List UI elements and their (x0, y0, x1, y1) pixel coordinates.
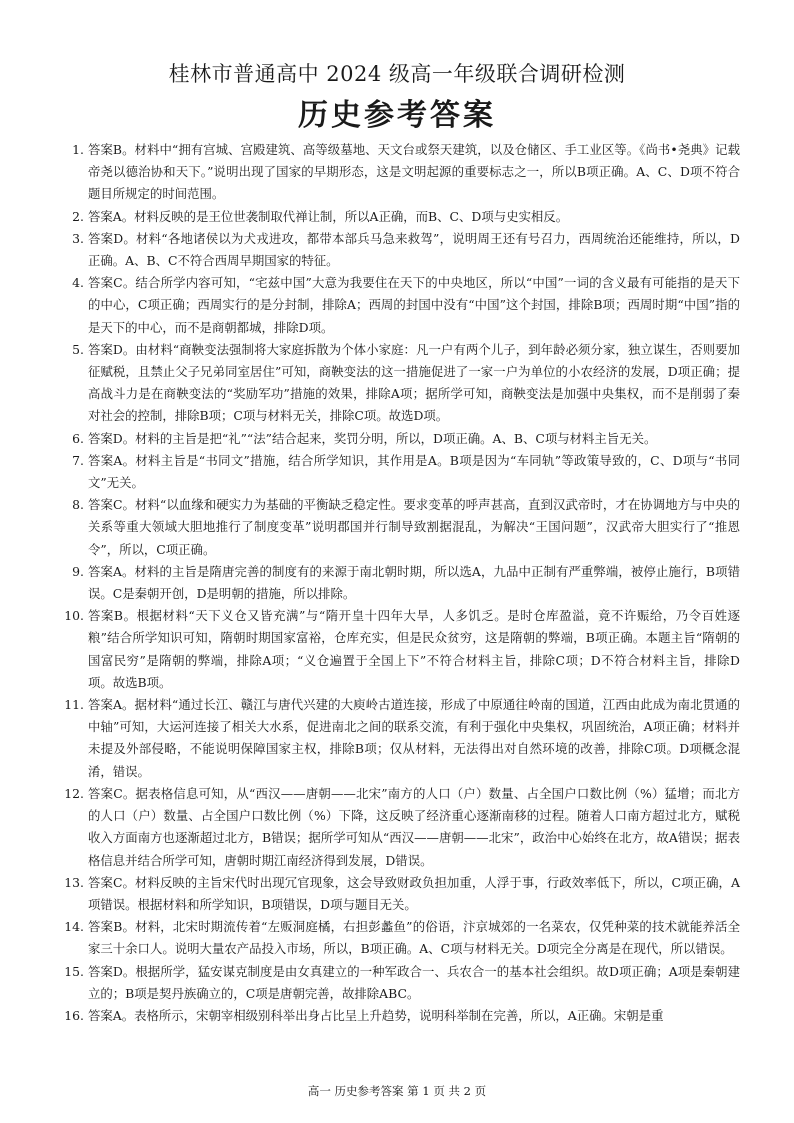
answer-item-16 (56, 1005, 740, 1027)
answer-text: 答案D。由材料“商鞅变法强制将大家庭拆散为个体小家庭：凡一户有两个儿子，到年龄必须分家，独立谋生，否则要加征赋税，且禁止父子兄弟同室居住”可知，商鞅变法的这一措施促进了一家一户为单位的小农经济的发展，D项正确；提高战斗力是在商鞅变法的“奖励军功”措施的效果，排除A项；据所学可知，商鞅变法是加强中央集权，而不是削弱了秦对社会的控制，排除B项；C项与材料无关，排除C项。故选D项。 (88, 341, 740, 424)
answer-item-1 (56, 139, 740, 206)
answer-number: 5. (72, 341, 84, 357)
answer-text: 答案A。材料主旨是“书同文”措施，结合所学知识，其作用是A。B项是因为“车同轨”等政策导致的，C、D项与“书同文”无关。 (88, 452, 740, 491)
answer-text: 答案A。表格所示，宋朝宰相级别科举出身占比呈上升趋势，说明科举制在完善，所以，A正确。宋朝是重 (88, 1007, 664, 1023)
answer-item-12 (56, 783, 740, 872)
answer-text: 答案B。材料中“拥有宫城、宫殿建筑、高等级墓地、天文台或祭天建筑，以及仓储区、手工业区等。《尚书•尧典》记载帝尧以德治协和天下。”说明出现了国家的早期形态，这是文明起源的重要标志之一，所以B项正确。A、C、D项不符合题目所规定的时间范围。 (88, 142, 740, 202)
answer-number: 12. (64, 785, 84, 801)
answer-item-7 (56, 450, 740, 494)
answer-number: 16. (64, 1007, 84, 1023)
answer-item-4 (56, 272, 740, 339)
document-subtitle: 历史参考答案 (298, 98, 496, 133)
answer-number: 2. (72, 208, 84, 224)
answer-item-9 (56, 561, 740, 605)
answer-item-2 (56, 206, 740, 228)
document-title: 桂林市普通高中 2024 级高一年级联合调研检测 (168, 62, 626, 86)
answer-number: 8. (72, 497, 84, 513)
answer-item-6 (56, 428, 740, 450)
answer-item-8 (56, 494, 740, 561)
answer-text: 答案D。材料的主旨是把“礼”“法”结合起来，奖罚分明，所以，D项正确。A、B、C项与材料主旨无关。 (88, 430, 657, 446)
answer-text: 答案D。材料“各地诸侯以为犬戎进攻，都带本部兵马急来救驾”，说明周王还有号召力，西周统治还能维持，所以，D正确。A、B、C不符合西周早期国家的特征。 (88, 230, 740, 269)
answer-text: 答案C。材料反映的主旨宋代时出现冗官现象，这会导致财政负担加重，人浮于事，行政效率低下，所以，C项正确，A项错误。根据材料和所学知识，B项错误，D项与题目无关。 (88, 874, 740, 912)
answer-text: 答案D。根据所学，猛安谋克制度是由女真建立的一种军政合一、兵农合一的基本社会组织。故D项正确；A项是秦朝建立的；B项是契丹族确立的，C项是唐朝完善，故排除ABC。 (88, 963, 740, 1001)
answer-item-10 (56, 605, 740, 694)
answer-number: 13. (64, 874, 84, 890)
answer-item-5 (56, 339, 740, 428)
answer-number: 6. (72, 430, 84, 446)
answer-item-14 (56, 916, 740, 960)
answer-number: 1. (72, 142, 84, 157)
answer-number: 10. (64, 608, 84, 624)
answer-item-11 (56, 694, 740, 783)
answer-item-13 (56, 872, 740, 916)
answer-text: 答案C。据表格信息可知，从“西汉——唐朝——北宋”南方的人口（户）数量、占全国户口数比例（%）猛增；而北方的人口（户）数量、占全国户口数比例（%）下降，这反映了经济重心逐渐南移的过程。随着人口南方超过北方，赋税收入方面南方也逐渐超过北方，B错误；据所学可知从“西汉——唐朝——北宋”，政治中心始终在北方，故A错误；据表格信息并结合所学可知，唐朝时期江南经济得到发展，D错误。 (88, 785, 740, 868)
answer-number: 4. (72, 275, 84, 291)
answer-number: 7. (72, 452, 84, 468)
page-footer: 高一 历史参考答案 第 1 页 共 2 页 (307, 1084, 487, 1098)
answer-text: 答案C。材料“以血缘和硬实力为基础的平衡缺乏稳定性。要求变革的呼声甚高，直到汉武帝时，才在协调地方与中央的关系等重大领域大胆地推行了制度变革”说明郡国并行制导致割据混乱，为解决“王国问题”，汉武帝大胆实行了“推恩令”，所以，C项正确。 (88, 497, 740, 557)
answer-text: 答案C。结合所学内容可知，“宅兹中国”大意为我要住在天下的中央地区，所以“中国”一词的含义最有可能指的是天下的中心，C项正确；西周实行的是分封制，排除A；西周的封国中没有“中国”这个封国，排除B项；西周时期“中国”指的是天下的中心，而不是商朝都城，排除D项。 (88, 275, 740, 335)
answer-text: 答案A。据材料“通过长江、赣江与唐代兴建的大庾岭古道连接，形成了中原通往岭南的国道，江西由此成为南北贯通的中轴”可知，大运河连接了相关大水系，促进南北之间的联系交流，有利于强化中央集权，巩固统治，A项正确；材料并未提及外部侵略，不能说明保障国家主权，排除B项；仅从材料，无法得出对自然环境的改善，排除C项。D项概念混淆，错误。 (88, 697, 740, 779)
answer-number: 14. (64, 919, 84, 935)
answer-text: 答案A。材料反映的是王位世袭制取代禅让制，所以A正确，而B、C、D项与史实相反。 (88, 208, 569, 224)
answer-text: 答案B。根据材料“天下义仓又皆充满”与“隋开皇十四年大旱，人多饥乏。是时仓库盈溢，竟不许赈给，乃令百姓逐粮”结合所学知识可知，隋朝时期国家富裕，仓库充实，但是民众贫穷，这是隋朝的弊端，B项正确。本题主旨“隋朝的国富民穷”是隋朝的弊端，排除A项；“义仓遍置于全国上下”不符合材料主旨，排除C项；D不符合材料主旨，排除D项。故选B项。 (88, 608, 740, 690)
answer-text: 答案B。材料，北宋时期流传着“左贩洞庭橘，右担彭蠡鱼”的俗语，汴京城郊的一名菜农，仅凭种菜的技术就能养活全家三十余口人。说明大量农产品投入市场，所以，B项正确。A、C项与材料无关。D项完全分离是在现代，所以错误。 (88, 919, 740, 957)
answer-item-3 (56, 228, 740, 272)
answer-number: 15. (64, 963, 84, 979)
answer-item-15 (56, 961, 740, 1005)
answer-number: 11. (64, 697, 84, 713)
answer-number: 3. (72, 230, 84, 246)
answer-list (56, 139, 740, 1027)
answer-number: 9. (72, 563, 84, 579)
answer-text: 答案A。材料的主旨是隋唐完善的制度有的来源于南北朝时期，所以选A，九品中正制有严重弊端，被停止施行，B项错误。C是秦朝开创，D是明朝的措施，所以排除。 (88, 563, 740, 602)
